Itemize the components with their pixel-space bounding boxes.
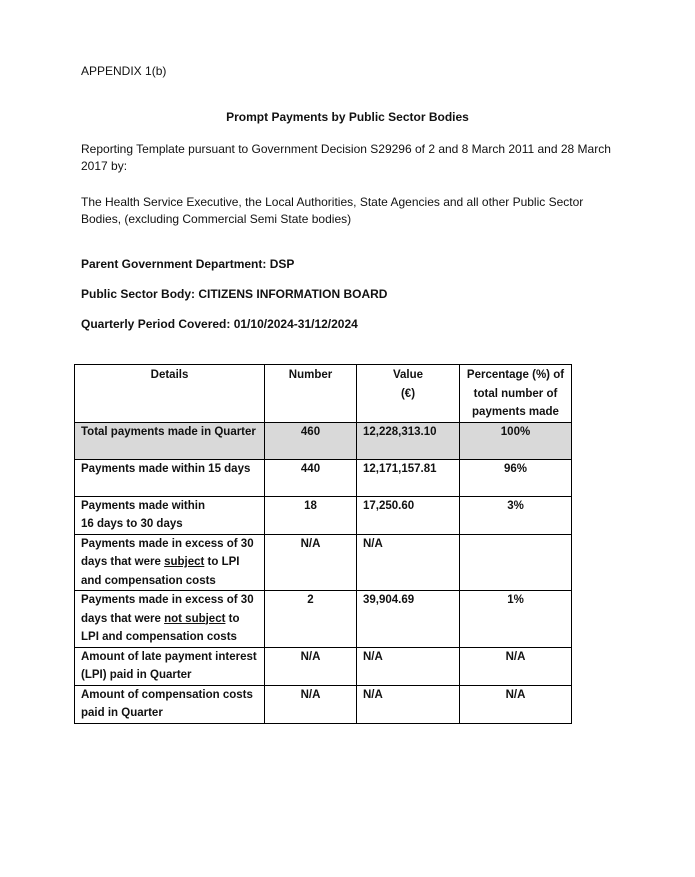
public-sector-body: Public Sector Body: CITIZENS INFORMATION BOARD bbox=[81, 287, 388, 301]
row-number: 460 bbox=[265, 422, 357, 459]
row-percentage: N/A bbox=[460, 685, 572, 723]
row-details bbox=[75, 534, 265, 591]
table-row bbox=[75, 496, 572, 534]
row-percentage: 1% bbox=[460, 591, 572, 648]
table-row bbox=[75, 459, 572, 496]
row-details: Payments made within 15 days bbox=[75, 459, 265, 496]
row-details-text-end: to LPI and compensation costs bbox=[81, 556, 240, 587]
row-percentage: 100% bbox=[460, 422, 572, 459]
row-number: 18 bbox=[265, 496, 357, 534]
table-row bbox=[75, 647, 572, 685]
row-details-underlined: subject bbox=[164, 556, 205, 568]
payments-table bbox=[74, 364, 572, 724]
parent-department: Parent Government Department: DSP bbox=[81, 257, 295, 271]
header-number: Number bbox=[265, 365, 357, 423]
table-row bbox=[75, 591, 572, 648]
row-value: 39,904.69 bbox=[357, 591, 460, 648]
bodies-paragraph: The Health Service Executive, the Local Authorities, State Agencies and all other Public Sector Bodies, (excluding Commercial Semi State bodies) bbox=[81, 195, 584, 226]
document-title: Prompt Payments by Public Sector Bodies bbox=[226, 110, 469, 124]
row-percentage bbox=[460, 534, 572, 591]
row-details: Amount of late payment interest (LPI) paid in Quarter bbox=[75, 647, 265, 685]
row-details-text: Payments made in excess of 30 days that were bbox=[81, 537, 254, 568]
row-number: 440 bbox=[265, 459, 357, 496]
appendix-label: APPENDIX 1(b) bbox=[81, 64, 167, 78]
row-value: N/A bbox=[357, 685, 460, 723]
header-value bbox=[357, 365, 460, 423]
table-row bbox=[75, 534, 572, 591]
row-details-text: Payments made in excess of 30 days that were bbox=[81, 594, 254, 625]
row-number: 2 bbox=[265, 591, 357, 648]
row-details: Total payments made in Quarter bbox=[75, 422, 265, 459]
row-percentage: N/A bbox=[460, 647, 572, 685]
row-details-underlined: not subject bbox=[164, 612, 226, 625]
table-header-row bbox=[75, 365, 572, 423]
row-number: N/A bbox=[265, 534, 357, 591]
table-row bbox=[75, 685, 572, 723]
header-value-label: Value bbox=[392, 369, 424, 381]
row-details bbox=[75, 496, 265, 534]
header-value-currency: (€) bbox=[400, 387, 416, 400]
row-value: 17,250.60 bbox=[357, 496, 460, 534]
row-percentage: 3% bbox=[460, 496, 572, 534]
intro-paragraph: Reporting Template pursuant to Government Decision S29296 of 2 and 8 March 2011 and 28 March 2017 by: bbox=[81, 142, 611, 173]
quarterly-period: Quarterly Period Covered: 01/10/2024-31/12/2024 bbox=[81, 317, 358, 331]
row-details bbox=[75, 591, 265, 648]
row-value: 12,228,313.10 bbox=[357, 422, 460, 459]
row-value: 12,171,157.81 bbox=[357, 459, 460, 496]
row-details-text-end: to LPI and compensation costs bbox=[81, 612, 240, 643]
header-percentage: Percentage (%) of total number of payments made bbox=[460, 365, 572, 423]
header-details: Details bbox=[75, 365, 265, 423]
row-details-line1: Payments made within bbox=[81, 499, 205, 512]
row-number: N/A bbox=[265, 647, 357, 685]
row-value: N/A bbox=[357, 534, 460, 591]
table-row bbox=[75, 422, 572, 459]
row-percentage: 96% bbox=[460, 459, 572, 496]
row-details-line2: 16 days to 30 days bbox=[81, 518, 183, 530]
row-number: N/A bbox=[265, 685, 357, 723]
row-details: Amount of compensation costs paid in Quarter bbox=[75, 685, 265, 723]
row-value: N/A bbox=[357, 647, 460, 685]
